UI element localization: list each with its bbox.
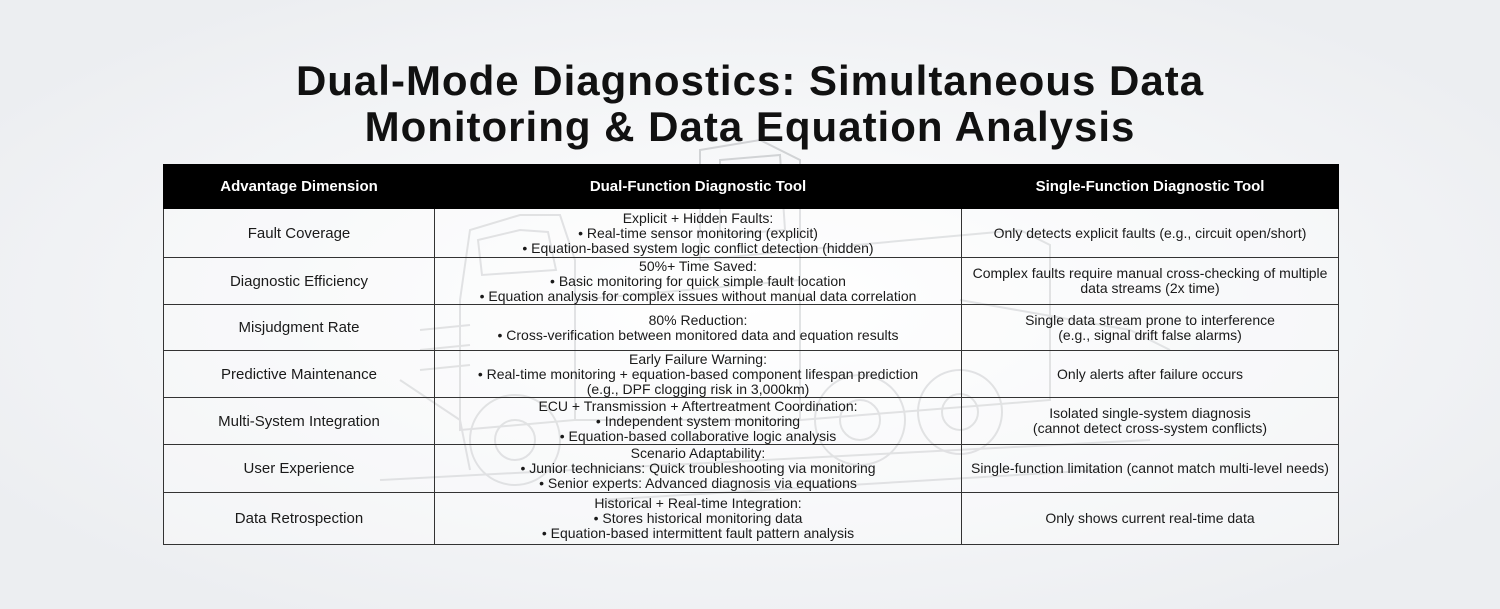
table-header-row	[164, 165, 1339, 209]
page-title-line-2: Monitoring & Data Equation Analysis	[364, 103, 1136, 150]
cell-line: 50%+ Time Saved:	[639, 257, 757, 274]
cell-line: Early Failure Warning:	[629, 350, 767, 367]
cell-line: Single data stream prone to interference	[1025, 311, 1275, 328]
cell-dual-function	[435, 258, 962, 305]
cell-dual-function	[435, 493, 962, 545]
cell-single-function	[962, 305, 1339, 351]
cell-line: data streams (2x time)	[1080, 280, 1220, 296]
cell-line: Scenario Adaptability:	[630, 445, 766, 461]
cell-dual-function	[435, 209, 962, 258]
cell-line: • Senior experts: Advanced diagnosis via equations	[539, 475, 857, 491]
cell-line: • Junior technicians: Quick troubleshooting via monitoring	[520, 460, 876, 476]
cell-line: • Cross-verification between monitored data and equation results	[497, 326, 899, 343]
cell-line: Complex faults require manual cross-checking of multiple	[972, 265, 1328, 281]
cell-line: (cannot detect cross-system conflicts)	[1032, 420, 1268, 436]
cell-line: • Equation analysis for complex issues without manual data correlation	[479, 287, 917, 304]
column-header-single-function-tool: Single-Function Diagnostic Tool	[962, 165, 1339, 209]
cell-line: 80% Reduction:	[648, 311, 748, 328]
cell-line: (e.g., signal drift false alarms)	[1058, 326, 1242, 343]
cell-line: Historical + Real-time Integration:	[594, 495, 802, 511]
cell-single-function	[962, 398, 1339, 445]
cell-line: Only shows current real-time data	[1045, 510, 1255, 526]
table-row	[164, 398, 1339, 445]
cell-dimension: Diagnostic Efficiency	[164, 258, 435, 305]
cell-line: • Real-time sensor monitoring (explicit)	[578, 224, 818, 241]
cell-line: Only detects explicit faults (e.g., circuit open/short)	[993, 224, 1307, 241]
cell-single-function	[962, 351, 1339, 398]
comparison-table	[163, 164, 1339, 545]
cell-line: • Basic monitoring for quick simple fault location	[550, 272, 846, 289]
cell-single-function	[962, 258, 1339, 305]
cell-dual-function	[435, 445, 962, 493]
cell-dimension: Misjudgment Rate	[164, 305, 435, 351]
cell-line: • Independent system monitoring	[595, 412, 801, 429]
page-title	[0, 58, 1500, 150]
cell-dimension: Data Retrospection	[164, 493, 435, 545]
cell-line: Only alerts after failure occurs	[1057, 365, 1243, 382]
column-header-dual-function-tool: Dual-Function Diagnostic Tool	[435, 165, 962, 209]
cell-line: (e.g., DPF clogging risk in 3,000km)	[586, 380, 810, 397]
table-row	[164, 445, 1339, 493]
cell-dimension: Fault Coverage	[164, 209, 435, 258]
cell-line: • Equation-based system logic conflict detection (hidden)	[522, 239, 874, 256]
table-row	[164, 258, 1339, 305]
cell-line: • Equation-based collaborative logic analysis	[559, 427, 837, 444]
cell-dual-function	[435, 398, 962, 445]
table-row	[164, 493, 1339, 545]
cell-line: • Stores historical monitoring data	[593, 510, 803, 526]
cell-line: Isolated single-system diagnosis	[1049, 405, 1251, 421]
cell-line: Single-function limitation (cannot match multi-level needs)	[971, 460, 1329, 476]
cell-dimension: User Experience	[164, 445, 435, 493]
page-title-line-1: Dual-Mode Diagnostics: Simultaneous Data	[295, 57, 1205, 104]
cell-dual-function	[435, 351, 962, 398]
cell-dimension: Predictive Maintenance	[164, 351, 435, 398]
column-header-advantage-dimension: Advantage Dimension	[164, 165, 435, 209]
cell-dual-function	[435, 305, 962, 351]
cell-line: • Real-time monitoring + equation-based component lifespan prediction	[477, 365, 919, 382]
table-row	[164, 305, 1339, 351]
cell-line: • Equation-based intermittent fault pattern analysis	[541, 525, 855, 541]
table-row	[164, 209, 1339, 258]
cell-single-function	[962, 209, 1339, 258]
cell-line: Explicit + Hidden Faults:	[622, 209, 774, 226]
cell-line: ECU + Transmission + Aftertreatment Coordination:	[538, 397, 858, 414]
cell-single-function	[962, 445, 1339, 493]
cell-single-function	[962, 493, 1339, 545]
cell-dimension: Multi-System Integration	[164, 398, 435, 445]
table-row	[164, 351, 1339, 398]
